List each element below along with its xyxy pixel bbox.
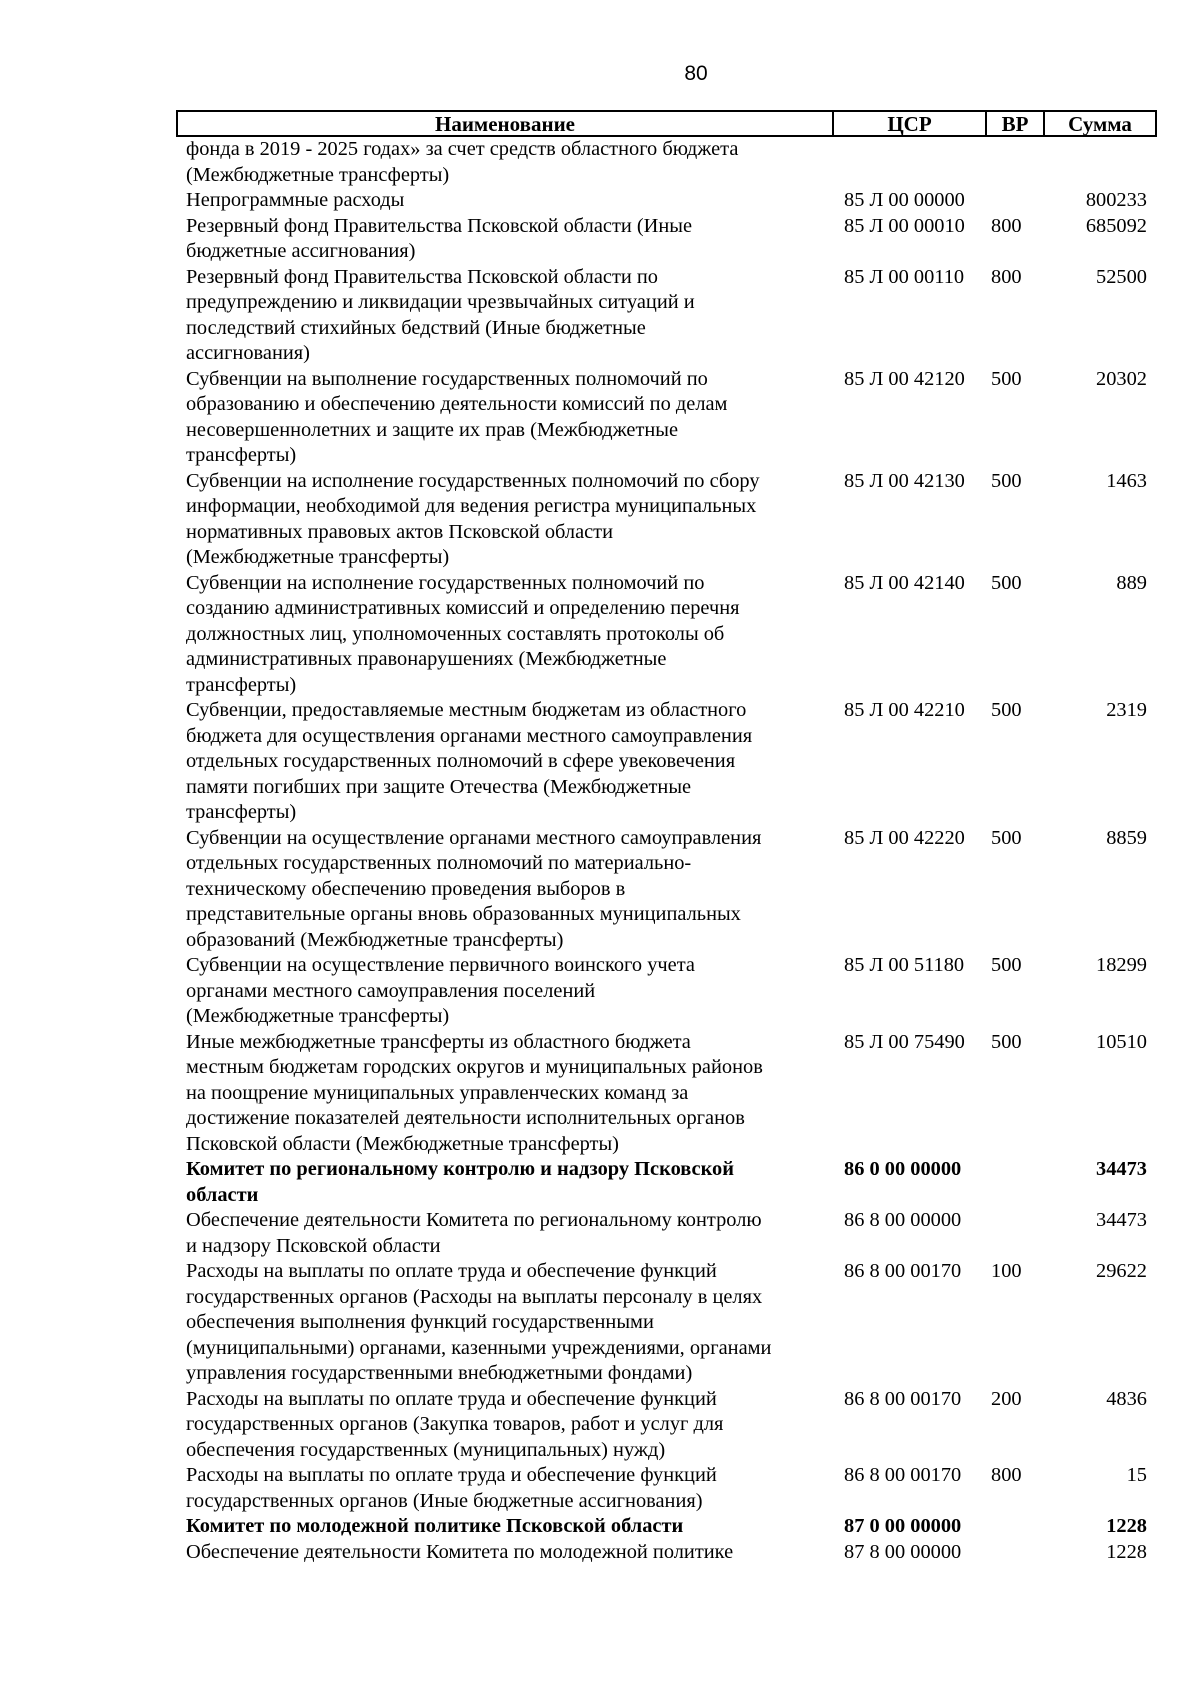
row-vr bbox=[985, 1157, 1043, 1208]
row-name-line: обеспечения выполнения функций государственными bbox=[186, 1311, 654, 1333]
row-vr: 800 bbox=[991, 214, 1022, 237]
row-name-line: трансферты) bbox=[186, 801, 297, 823]
row-name-line: местным бюджетам городских округов и муниципальных районов bbox=[186, 1056, 763, 1078]
row-csr: 85 Л 00 00110 bbox=[844, 265, 965, 288]
table-row bbox=[176, 953, 1157, 1030]
row-sum: 1228 bbox=[1106, 1515, 1147, 1537]
row-vr: 500 bbox=[991, 954, 1022, 976]
header-csr: ЦСР bbox=[834, 112, 987, 135]
row-sum: 2319 bbox=[1106, 699, 1147, 721]
row-sum: 15 bbox=[1126, 1464, 1147, 1486]
header-sum: Сумма bbox=[1068, 112, 1132, 136]
row-name-line: отдельных государственных полномочий по материально- bbox=[186, 852, 692, 874]
row-sum bbox=[1043, 137, 1157, 188]
table-header bbox=[176, 110, 1157, 137]
row-name bbox=[176, 1540, 832, 1566]
row-name-line: Обеспечение деятельности Комитета по региональному контролю bbox=[186, 1209, 762, 1231]
row-csr: 85 Л 00 42210 bbox=[844, 699, 965, 721]
table-row bbox=[176, 1030, 1157, 1158]
row-name-line: информации, необходимой для ведения регистра муниципальных bbox=[186, 495, 757, 517]
row-name-line: Непрограммные расходы bbox=[186, 189, 405, 211]
row-name-line: управления государственными внебюджетными фондами) bbox=[186, 1362, 693, 1384]
row-sum: 34473 bbox=[1096, 1209, 1147, 1231]
row-csr: 87 0 00 00000 bbox=[844, 1515, 962, 1537]
row-name-line: Субвенции на исполнение государственных полномочий по bbox=[186, 571, 705, 594]
row-csr: 86 0 00 00000 bbox=[844, 1158, 962, 1180]
row-vr: 800 bbox=[991, 265, 1022, 288]
row-name-line: (Межбюджетные трансферты) bbox=[186, 163, 450, 186]
row-name-line: бюджета для осуществления органами местного самоуправления bbox=[186, 724, 753, 747]
row-name bbox=[176, 1208, 832, 1259]
row-vr: 500 bbox=[991, 367, 1022, 390]
row-name-line: Субвенции на выполнение государственных полномочий по bbox=[186, 367, 708, 390]
row-name-line: обеспечения государственных (муниципальных) нужд) bbox=[186, 1438, 666, 1461]
table-row bbox=[176, 367, 1157, 469]
row-vr bbox=[985, 188, 1043, 214]
row-name-line: фонда в 2019 - 2025 годах» за счет средств областного бюджета bbox=[186, 138, 739, 160]
row-name-line: трансферты) bbox=[186, 673, 297, 696]
row-vr bbox=[985, 137, 1043, 188]
budget-table bbox=[176, 110, 1157, 1565]
row-name-line: Комитет по региональному контролю и надзору Псковской bbox=[186, 1158, 734, 1180]
row-name-line: Субвенции на исполнение государственных полномочий по сбору bbox=[186, 469, 760, 492]
table-row bbox=[176, 1208, 1157, 1259]
row-name-line: (муниципальными) органами, казенными учреждениями, органами bbox=[186, 1336, 772, 1359]
row-name-line: на поощрение муниципальных управленческих команд за bbox=[186, 1081, 689, 1104]
row-csr: 85 Л 00 75490 bbox=[844, 1030, 965, 1053]
row-csr: 86 8 00 00000 bbox=[844, 1209, 962, 1231]
row-name-line: Резервный фонд Правительства Псковской области по bbox=[186, 265, 658, 288]
row-csr: 85 Л 00 00000 bbox=[844, 189, 965, 211]
row-sum: 800233 bbox=[1085, 189, 1147, 211]
table-row bbox=[176, 1259, 1157, 1387]
table-row bbox=[176, 698, 1157, 826]
page-number: 80 bbox=[684, 62, 708, 85]
row-csr: 86 8 00 00170 bbox=[844, 1464, 962, 1486]
row-name-line: созданию административных комиссий и определению перечня bbox=[186, 597, 740, 619]
row-csr: 85 Л 00 42120 bbox=[844, 367, 965, 390]
row-name-line: Расходы на выплаты по оплате труда и обеспечение функций bbox=[186, 1387, 717, 1410]
row-name bbox=[176, 698, 832, 826]
row-name-line: Резервный фонд Правительства Псковской области (Иные bbox=[186, 214, 693, 237]
table-row bbox=[176, 1387, 1157, 1464]
row-vr: 100 bbox=[991, 1260, 1022, 1282]
row-name-line: Расходы на выплаты по оплате труда и обеспечение функций bbox=[186, 1464, 717, 1486]
row-name bbox=[176, 188, 832, 214]
row-vr: 500 bbox=[991, 571, 1022, 594]
header-name: Наименование bbox=[178, 112, 834, 135]
row-vr: 500 bbox=[991, 1030, 1022, 1053]
row-name bbox=[176, 265, 832, 367]
table-row bbox=[176, 469, 1157, 571]
table-row bbox=[176, 1157, 1157, 1208]
row-sum: 1463 bbox=[1106, 469, 1147, 492]
row-name-line: государственных органов (Расходы на выплаты персоналу в целях bbox=[186, 1285, 763, 1308]
row-name-line: образований (Межбюджетные трансферты) bbox=[186, 928, 564, 951]
row-name-line: Комитет по молодежной политике Псковской области bbox=[186, 1515, 684, 1537]
row-csr: 86 8 00 00170 bbox=[844, 1387, 962, 1410]
row-sum: 20302 bbox=[1096, 367, 1147, 390]
row-name-line: Субвенции, предоставляемые местным бюджетам из областного bbox=[186, 699, 747, 721]
row-name-line: (Межбюджетные трансферты) bbox=[186, 1005, 450, 1027]
table-row bbox=[176, 214, 1157, 265]
row-sum: 8859 bbox=[1106, 826, 1147, 849]
row-csr bbox=[832, 137, 985, 188]
row-csr: 85 Л 00 42220 bbox=[844, 826, 965, 849]
row-name bbox=[176, 367, 832, 469]
row-name-line: бюджетные ассигнования) bbox=[186, 240, 416, 262]
row-name bbox=[176, 1157, 832, 1208]
row-vr: 200 bbox=[991, 1387, 1022, 1410]
row-name-line: Расходы на выплаты по оплате труда и обеспечение функций bbox=[186, 1260, 717, 1282]
row-name-line: государственных органов (Закупка товаров, работ и услуг для bbox=[186, 1413, 724, 1435]
row-name bbox=[176, 953, 832, 1030]
row-sum: 18299 bbox=[1096, 954, 1147, 976]
row-name-line: достижение показателей деятельности исполнительных органов bbox=[186, 1107, 745, 1129]
row-sum: 889 bbox=[1116, 571, 1147, 594]
row-name bbox=[176, 826, 832, 954]
row-name-line: административных правонарушениях (Межбюджетные bbox=[186, 648, 667, 670]
row-vr: 500 bbox=[991, 699, 1022, 721]
row-name-line: ассигнования) bbox=[186, 342, 310, 364]
table-row bbox=[176, 188, 1157, 214]
row-sum: 10510 bbox=[1096, 1030, 1147, 1053]
row-vr bbox=[985, 1514, 1043, 1540]
row-name-line: государственных органов (Иные бюджетные ассигнования) bbox=[186, 1489, 703, 1512]
row-sum: 52500 bbox=[1096, 265, 1147, 288]
row-name bbox=[176, 214, 832, 265]
row-name-line: Субвенции на осуществление первичного воинского учета bbox=[186, 954, 695, 976]
row-csr: 85 Л 00 42140 bbox=[844, 571, 965, 594]
table-row bbox=[176, 265, 1157, 367]
row-sum: 34473 bbox=[1096, 1158, 1147, 1180]
row-name bbox=[176, 137, 832, 188]
row-name bbox=[176, 571, 832, 699]
row-vr: 500 bbox=[991, 469, 1022, 492]
row-csr: 85 Л 00 00010 bbox=[844, 214, 965, 237]
row-name bbox=[176, 1463, 832, 1514]
table-row bbox=[176, 1514, 1157, 1540]
row-name-line: должностных лиц, уполномоченных составлять протоколы об bbox=[186, 622, 725, 645]
row-name-line: трансферты) bbox=[186, 444, 297, 466]
row-name bbox=[176, 1387, 832, 1464]
row-name-line: предупреждению и ликвидации чрезвычайных ситуаций и bbox=[186, 291, 695, 313]
row-csr: 85 Л 00 51180 bbox=[844, 954, 965, 976]
row-name-line: техническому обеспечению проведения выборов в bbox=[186, 877, 626, 900]
row-vr bbox=[985, 1208, 1043, 1259]
row-name-line: отдельных государственных полномочий в сфере увековечения bbox=[186, 750, 736, 772]
table-row bbox=[176, 1540, 1157, 1566]
row-sum: 1228 bbox=[1106, 1540, 1147, 1563]
row-csr: 87 8 00 00000 bbox=[844, 1540, 962, 1563]
table-row bbox=[176, 826, 1157, 954]
table-row bbox=[176, 1463, 1157, 1514]
row-name-line: представительные органы вновь образованных муниципальных bbox=[186, 903, 741, 925]
row-name-line: и надзору Псковской области bbox=[186, 1234, 441, 1257]
row-name bbox=[176, 1514, 832, 1540]
row-vr: 800 bbox=[991, 1464, 1022, 1486]
row-name-line: (Межбюджетные трансферты) bbox=[186, 546, 450, 568]
table-body bbox=[176, 137, 1157, 1565]
row-name-line: Субвенции на осуществление органами местного самоуправления bbox=[186, 826, 762, 849]
row-name-line: органами местного самоуправления поселений bbox=[186, 979, 596, 1002]
row-name-line: памяти погибших при защите Отечества (Межбюджетные bbox=[186, 775, 692, 798]
row-csr: 85 Л 00 42130 bbox=[844, 469, 965, 492]
row-name bbox=[176, 1259, 832, 1387]
row-sum: 4836 bbox=[1106, 1387, 1147, 1410]
row-name-line: нормативных правовых актов Псковской области bbox=[186, 520, 613, 543]
row-name bbox=[176, 469, 832, 571]
row-name-line: образованию и обеспечению деятельности комиссий по делам bbox=[186, 393, 728, 415]
table-row bbox=[176, 137, 1157, 188]
row-name-line: Иные межбюджетные трансферты из областного бюджета bbox=[186, 1030, 691, 1053]
row-sum: 685092 bbox=[1085, 214, 1147, 237]
row-name-line: Псковской области (Межбюджетные трансферты) bbox=[186, 1132, 619, 1155]
row-sum: 29622 bbox=[1096, 1260, 1147, 1282]
row-vr bbox=[985, 1540, 1043, 1566]
row-name-line: Обеспечение деятельности Комитета по молодежной политике bbox=[186, 1540, 734, 1563]
row-name-line: последствий стихийных бедствий (Иные бюджетные bbox=[186, 316, 646, 339]
row-name-line: несовершеннолетних и защите их прав (Межбюджетные bbox=[186, 418, 679, 441]
row-vr: 500 bbox=[991, 826, 1022, 849]
table-row bbox=[176, 571, 1157, 699]
row-name-line: области bbox=[186, 1183, 259, 1206]
header-vr: ВР bbox=[987, 112, 1045, 135]
row-csr: 86 8 00 00170 bbox=[844, 1260, 962, 1282]
row-name bbox=[176, 1030, 832, 1158]
